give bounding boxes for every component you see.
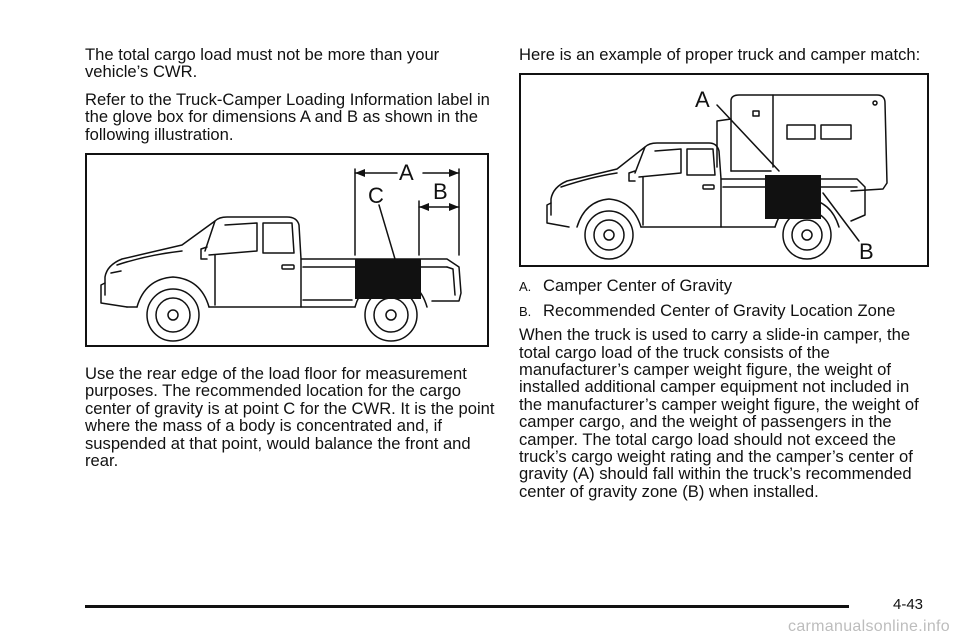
right-column bbox=[519, 46, 929, 510]
truck-camper-svg bbox=[521, 75, 927, 265]
paragraph-rear-edge: Use the rear edge of the load floor for measurement purposes. The recommended location for the cargo center of gravity is at point C for the CWR. It is the point where the mass of a body is concentrated and, if suspended at that point, would balance the front and rear. bbox=[85, 364, 495, 471]
truck-dimensions-svg bbox=[87, 155, 487, 345]
paragraph-refer-label: Refer to the Truck-Camper Loading Information label in the glove box for dimensions A and B as shown in the following illustration. bbox=[85, 89, 490, 144]
legend-item-a: A. Camper Center of Gravity bbox=[519, 276, 733, 296]
footer-rule bbox=[85, 605, 849, 608]
truck-dimensions-illustration bbox=[85, 153, 489, 347]
left-column bbox=[85, 46, 495, 479]
legend-item-b: B. Recommended Center of Gravity Location Zone bbox=[519, 300, 896, 320]
dimension-a-label: A bbox=[399, 160, 414, 186]
paragraph-cwr: The total cargo load must not be more than your vehicle’s CWR. bbox=[85, 45, 440, 82]
illustration-legend bbox=[519, 277, 929, 320]
paragraph-example: Here is an example of proper truck and camper match: bbox=[519, 45, 921, 64]
dimension-b-label: B bbox=[433, 179, 448, 205]
paragraph-slide-in-camper: When the truck is used to carry a slide-in camper, the total cargo load of the truck consists of the manufacturer’s camper weight figure, the weight of installed additional camper equipment not included in the manufacturer’s camper weight figure, the weight of camper cargo, and the weight of passengers in the camper. The total cargo load should not exceed the truck’s cargo weight rating and the camper’s center of gravity (A) should fall within the truck’s recommended center of gravity zone (B) when installed. bbox=[519, 325, 919, 501]
camper-cog-label: A bbox=[695, 87, 710, 113]
cog-zone-label: B bbox=[859, 239, 874, 265]
page-number: 4-43 bbox=[893, 596, 924, 613]
point-c-label: C bbox=[368, 183, 384, 209]
truck-camper-illustration bbox=[519, 73, 929, 267]
watermark: carmanualsonline.info bbox=[788, 618, 950, 635]
